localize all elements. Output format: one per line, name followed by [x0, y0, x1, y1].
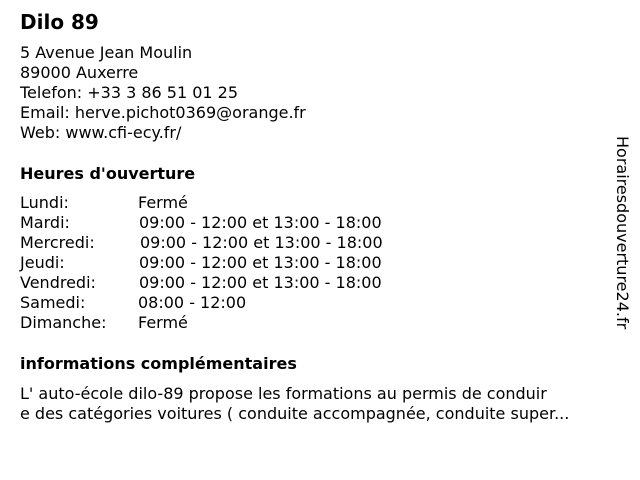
address-city: 89000 Auxerre: [20, 63, 139, 82]
hours-row: [20, 313, 580, 333]
hours-row: [20, 213, 580, 233]
day-hours: 09:00 - 12:00 et 13:00 - 18:00: [139, 213, 382, 232]
address-street: 5 Avenue Jean Moulin: [20, 43, 193, 62]
hours-row: [20, 293, 580, 313]
day-label: Mardi:: [20, 213, 70, 232]
hours-row: [20, 233, 580, 253]
hours-heading: Heures d'ouverture: [20, 164, 196, 183]
day-hours: 09:00 - 12:00 et 13:00 - 18:00: [140, 233, 383, 252]
description-line: e des catégories voitures ( conduite accompagnée, conduite super...: [20, 404, 570, 423]
day-label: Dimanche:: [20, 313, 107, 332]
hours-row: [20, 253, 580, 273]
email-line: Email: herve.pichot0369@orange.fr: [20, 103, 306, 122]
day-label: Samedi:: [20, 293, 86, 312]
day-hours: Fermé: [138, 313, 188, 332]
hours-row: [20, 273, 580, 293]
day-hours: Fermé: [138, 193, 188, 212]
day-hours: 08:00 - 12:00: [138, 293, 247, 312]
day-hours: 09:00 - 12:00 et 13:00 - 18:00: [139, 273, 382, 292]
phone-line: Telefon: +33 3 86 51 01 25: [20, 83, 239, 102]
info-heading: informations complémentaires: [20, 354, 297, 373]
web-line: Web: www.cfi-ecy.fr/: [20, 123, 182, 142]
day-label: Jeudi:: [20, 253, 65, 272]
site-watermark: [612, 136, 632, 348]
watermark-text: Horairesdouverture24.fr: [613, 136, 632, 330]
description-line: L' auto-école dilo-89 propose les formations au permis de conduir: [20, 384, 547, 403]
day-label: Lundi:: [20, 193, 69, 212]
business-name: Dilo 89: [20, 10, 99, 34]
day-label: Mercredi:: [20, 233, 95, 252]
hours-row: [20, 193, 580, 213]
day-hours: 09:00 - 12:00 et 13:00 - 18:00: [139, 253, 382, 272]
day-label: Vendredi:: [20, 273, 96, 292]
